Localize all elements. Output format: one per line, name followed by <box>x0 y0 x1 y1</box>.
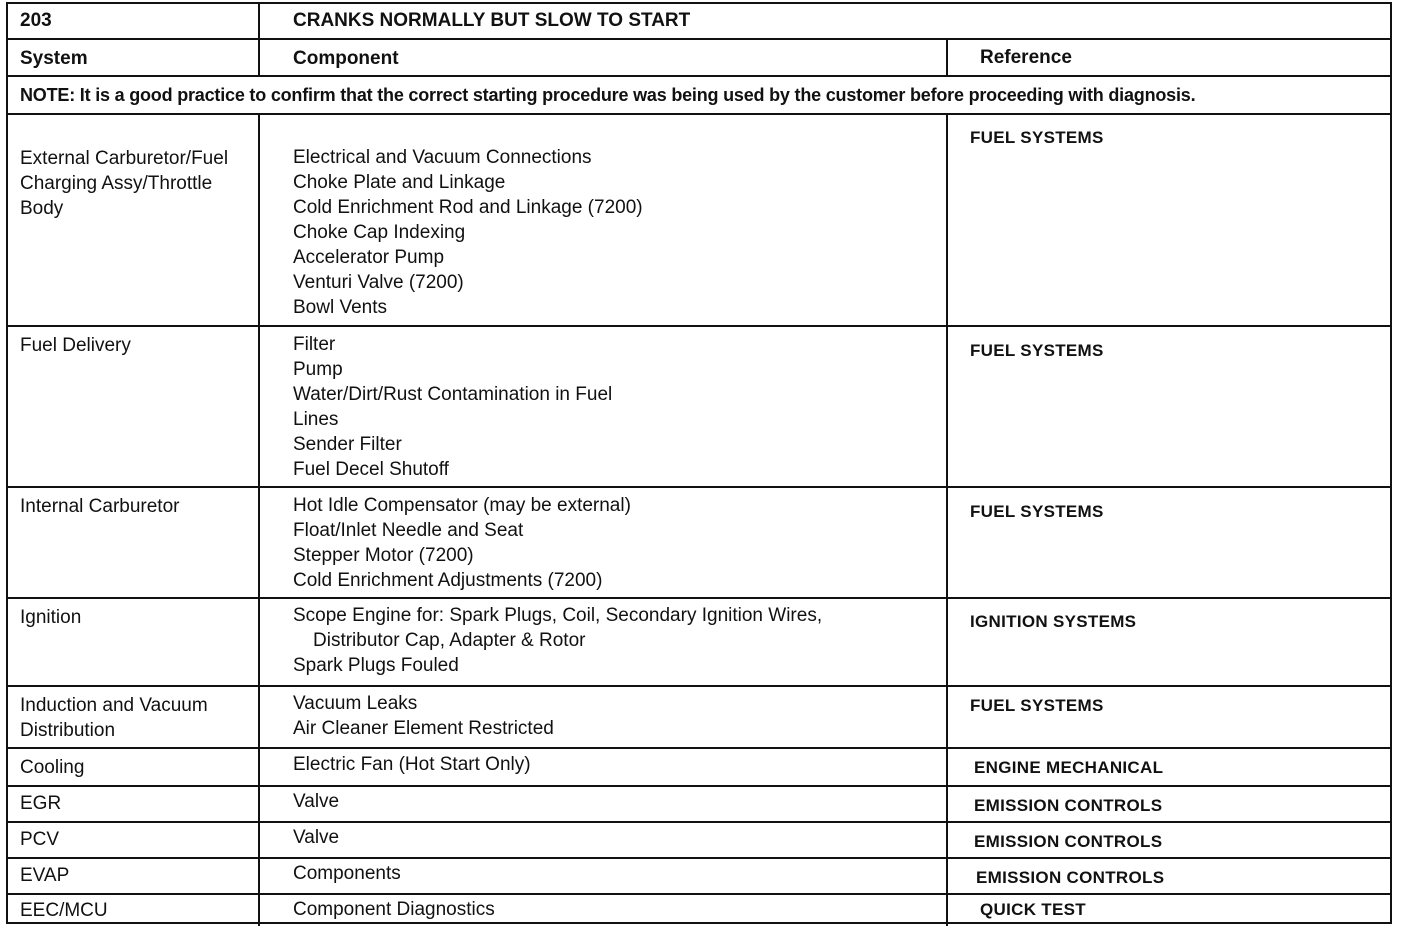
component-item: Distributor Cap, Adapter & Rotor <box>313 630 586 651</box>
table-row <box>8 823 1390 859</box>
component-item: Components <box>293 863 401 884</box>
system-cell <box>8 823 260 857</box>
reference-cell: FUEL SYSTEMS <box>970 341 1104 360</box>
component-item: Pump <box>293 359 343 380</box>
system-text: Distribution <box>20 720 116 741</box>
reference-cell: EMISSION CONTROLS <box>974 832 1163 851</box>
component-item: Spark Plugs Fouled <box>293 655 459 676</box>
reference-cell: ENGINE MECHANICAL <box>974 758 1164 777</box>
component-item: Fuel Decel Shutoff <box>293 459 449 480</box>
reference-cell: FUEL SYSTEMS <box>970 128 1104 147</box>
component-item: Bowl Vents <box>293 297 387 318</box>
component-item: Air Cleaner Element Restricted <box>293 718 554 739</box>
system-text: Fuel Delivery <box>20 335 131 356</box>
component-item: Water/Dirt/Rust Contamination in Fuel <box>293 384 613 405</box>
component-item: Scope Engine for: Spark Plugs, Coil, Secondary Ignition Wires, <box>293 605 823 626</box>
component-item: Choke Plate and Linkage <box>293 172 506 193</box>
component-cell <box>260 787 948 821</box>
component-item: Electrical and Vacuum Connections <box>293 147 592 168</box>
system-cell <box>8 859 260 893</box>
system-text: Charging Assy/Throttle <box>20 173 213 194</box>
component-cell <box>260 599 948 685</box>
table-row <box>8 327 1390 488</box>
note-text: NOTE: It is a good practice to confirm that the correct starting procedure was being used by the customer before proceeding with diagnosis. <box>20 85 1196 105</box>
reference-cell: IGNITION SYSTEMS <box>970 612 1137 631</box>
system-text: Induction and Vacuum <box>20 695 208 716</box>
system-cell <box>8 895 260 926</box>
table-row <box>8 749 1390 787</box>
system-cell <box>8 599 260 685</box>
component-cell <box>260 823 948 857</box>
system-text: PCV <box>20 829 60 850</box>
reference-cell: FUEL SYSTEMS <box>970 502 1104 521</box>
system-text: EEC/MCU <box>20 900 108 921</box>
reference-cell: QUICK TEST <box>980 900 1086 919</box>
table-row <box>8 599 1390 687</box>
system-cell <box>8 787 260 821</box>
system-text: EGR <box>20 793 62 814</box>
column-header-system: System <box>8 40 260 75</box>
component-item: Lines <box>293 409 339 430</box>
component-item: Hot Idle Compensator (may be external) <box>293 495 631 516</box>
table-row <box>8 488 1390 599</box>
system-cell <box>8 115 260 325</box>
system-text: Body <box>20 198 64 219</box>
component-cell <box>260 895 948 926</box>
component-item: Venturi Valve (7200) <box>293 272 464 293</box>
system-cell <box>8 687 260 747</box>
component-cell <box>260 115 948 325</box>
procedure-code: 203 <box>8 4 260 38</box>
component-item: Component Diagnostics <box>293 899 495 920</box>
component-cell <box>260 488 948 597</box>
reference-cell: FUEL SYSTEMS <box>970 696 1104 715</box>
component-cell <box>260 687 948 747</box>
column-header-component: Component <box>260 40 948 75</box>
component-item: Vacuum Leaks <box>293 693 418 714</box>
system-cell <box>8 327 260 486</box>
system-text: External Carburetor/Fuel <box>20 148 229 169</box>
table-row <box>8 859 1390 895</box>
component-item: Electric Fan (Hot Start Only) <box>293 754 531 775</box>
system-cell <box>8 749 260 785</box>
system-text: Internal Carburetor <box>20 496 180 517</box>
table-row <box>8 115 1390 327</box>
table-row <box>8 687 1390 749</box>
system-text: Cooling <box>20 757 85 778</box>
component-item: Valve <box>293 827 340 848</box>
table-row <box>8 895 1390 926</box>
reference-cell: EMISSION CONTROLS <box>976 868 1165 887</box>
component-cell <box>260 859 948 893</box>
procedure-title: CRANKS NORMALLY BUT SLOW TO START <box>293 10 691 31</box>
system-text: EVAP <box>20 865 70 886</box>
note-row <box>8 77 1390 115</box>
component-item: Choke Cap Indexing <box>293 222 466 243</box>
component-item: Cold Enrichment Rod and Linkage (7200) <box>293 197 643 218</box>
column-header-reference: Reference <box>980 47 1072 68</box>
component-item: Filter <box>293 334 336 355</box>
column-header-row <box>8 40 1390 77</box>
reference-cell: EMISSION CONTROLS <box>974 796 1163 815</box>
component-item: Float/Inlet Needle and Seat <box>293 520 524 541</box>
component-item: Stepper Motor (7200) <box>293 545 474 566</box>
component-item: Accelerator Pump <box>293 247 445 268</box>
system-text: Ignition <box>20 607 82 628</box>
component-cell <box>260 749 948 785</box>
system-cell <box>8 488 260 597</box>
component-cell <box>260 327 948 486</box>
title-row <box>8 4 1390 40</box>
diagnosis-table <box>6 2 1392 924</box>
component-item: Valve <box>293 791 340 812</box>
component-item: Sender Filter <box>293 434 402 455</box>
component-item: Cold Enrichment Adjustments (7200) <box>293 570 603 591</box>
table-row <box>8 787 1390 823</box>
